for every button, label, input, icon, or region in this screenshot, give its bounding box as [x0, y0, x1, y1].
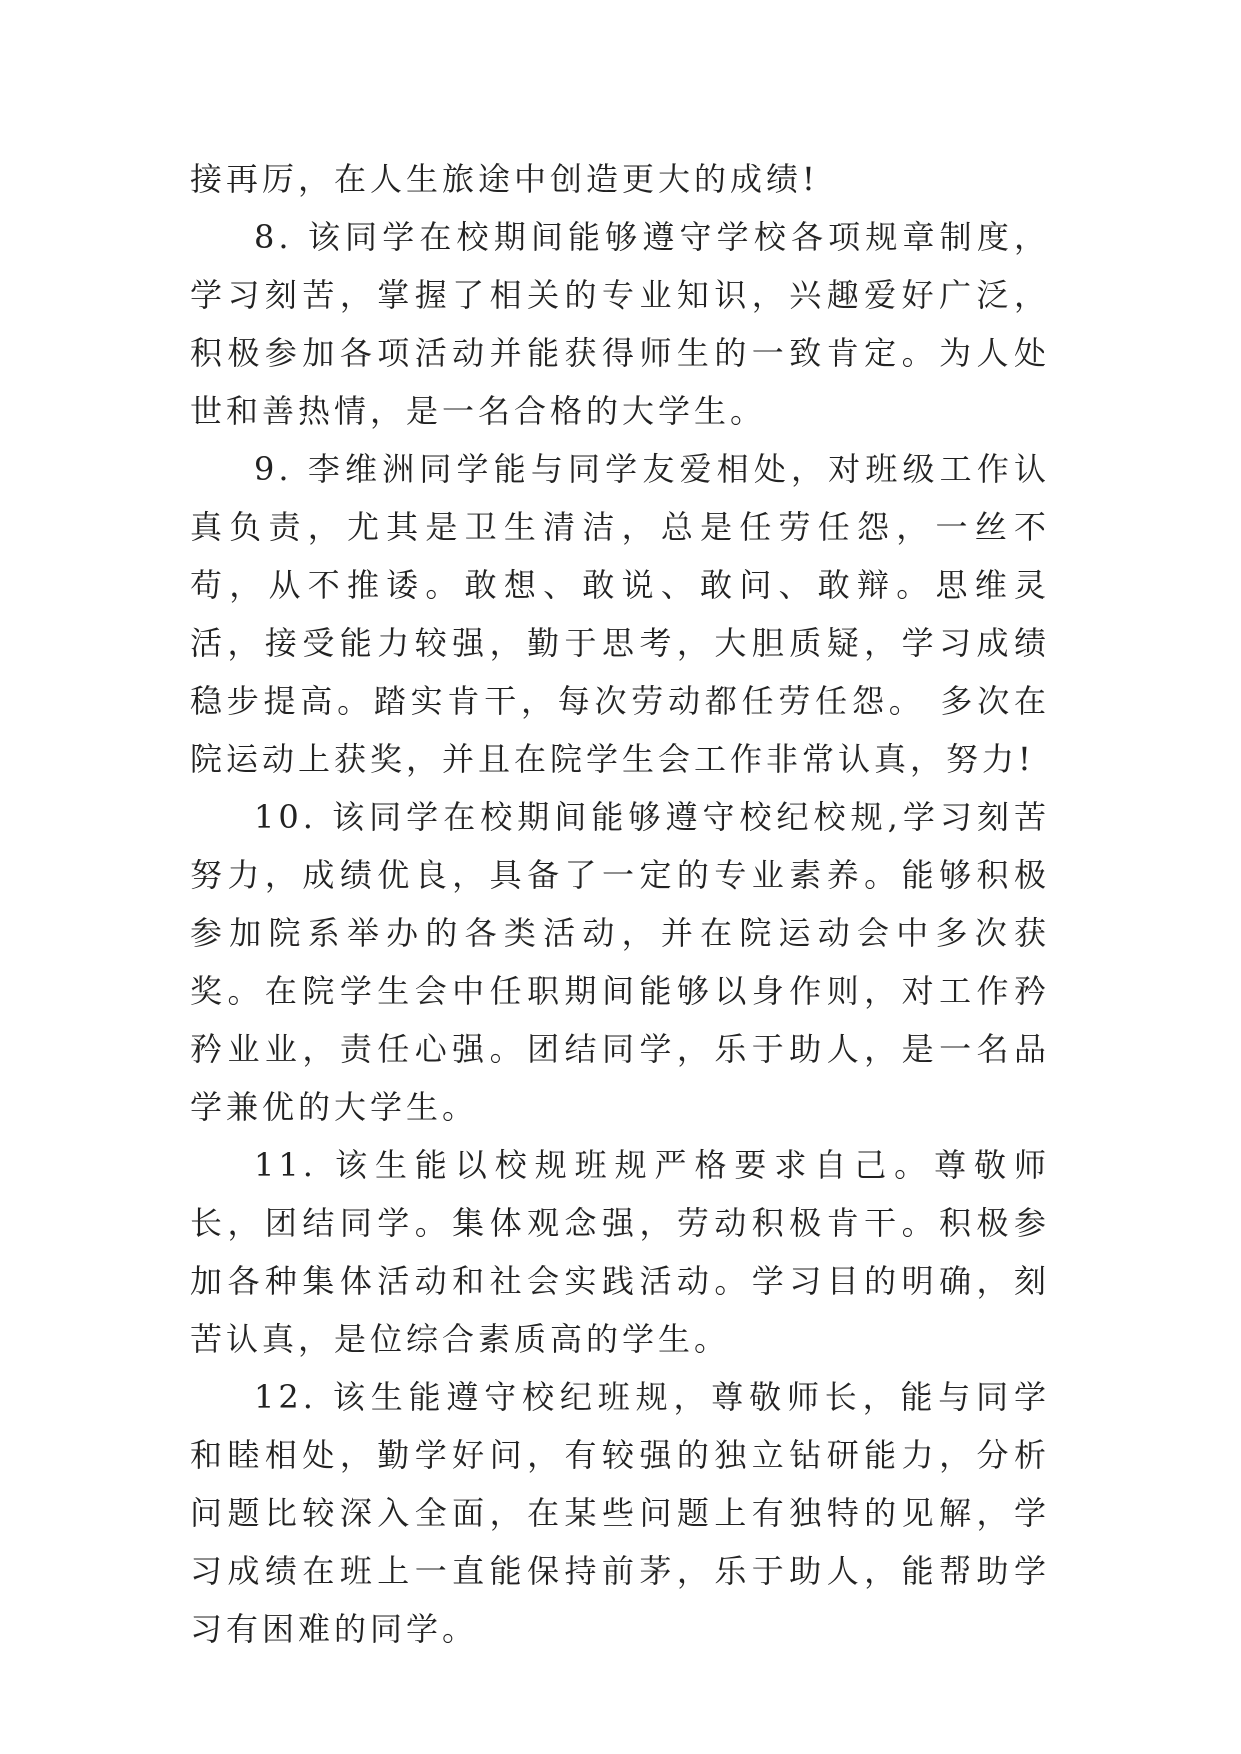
paragraph-item-10: 10. 该同学在校期间能够遵守校纪校规,学习刻苦努力，成绩优良，具备了一定的专业素养。能够积极参加院系举办的各类活动，并在院运动会中多次获奖。在院学生会中任职期间能够以身作则，对工作矜矜业业，责任心强。团结同学，乐于助人，是一名品学兼优的大学生。: [190, 798, 1050, 1126]
paragraph-item-12: 12. 该生能遵守校纪班规，尊敬师长，能与同学和睦相处，勤学好问，有较强的独立钻研能力，分析问题比较深入全面，在某些问题上有独特的见解，学习成绩在班上一直能保持前茅，乐于助人，能帮助学习有困难的同学。: [190, 1378, 1050, 1648]
paragraph-item-9: 9. 李维洲同学能与同学友爱相处，对班级工作认真负责，尤其是卫生清洁，总是任劳任怨，一丝不苟，从不推诿。敢想、敢说、敢问、敢辩。思维灵活，接受能力较强，勤于思考，大胆质疑，学习成绩稳步提高。踏实肯干，每次劳动都任劳任怨。 多次在院运动上获奖，并且在院学生会工作非常认真，努力!: [190, 450, 1050, 778]
document-body: [190, 150, 1050, 1658]
paragraph-continuation: 接再厉，在人生旅途中创造更大的成绩!: [190, 160, 819, 198]
paragraph-item-11: 11. 该生能以校规班规严格要求自己。尊敬师长，团结同学。集体观念强，劳动积极肯干。积极参加各种集体活动和社会实践活动。学习目的明确，刻苦认真，是位综合素质高的学生。: [190, 1146, 1050, 1358]
paragraph-item-8: 8. 该同学在校期间能够遵守学校各项规章制度，学习刻苦，掌握了相关的专业知识，兴趣爱好广泛，积极参加各项活动并能获得师生的一致肯定。为人处世和善热情，是一名合格的大学生。: [190, 218, 1050, 430]
